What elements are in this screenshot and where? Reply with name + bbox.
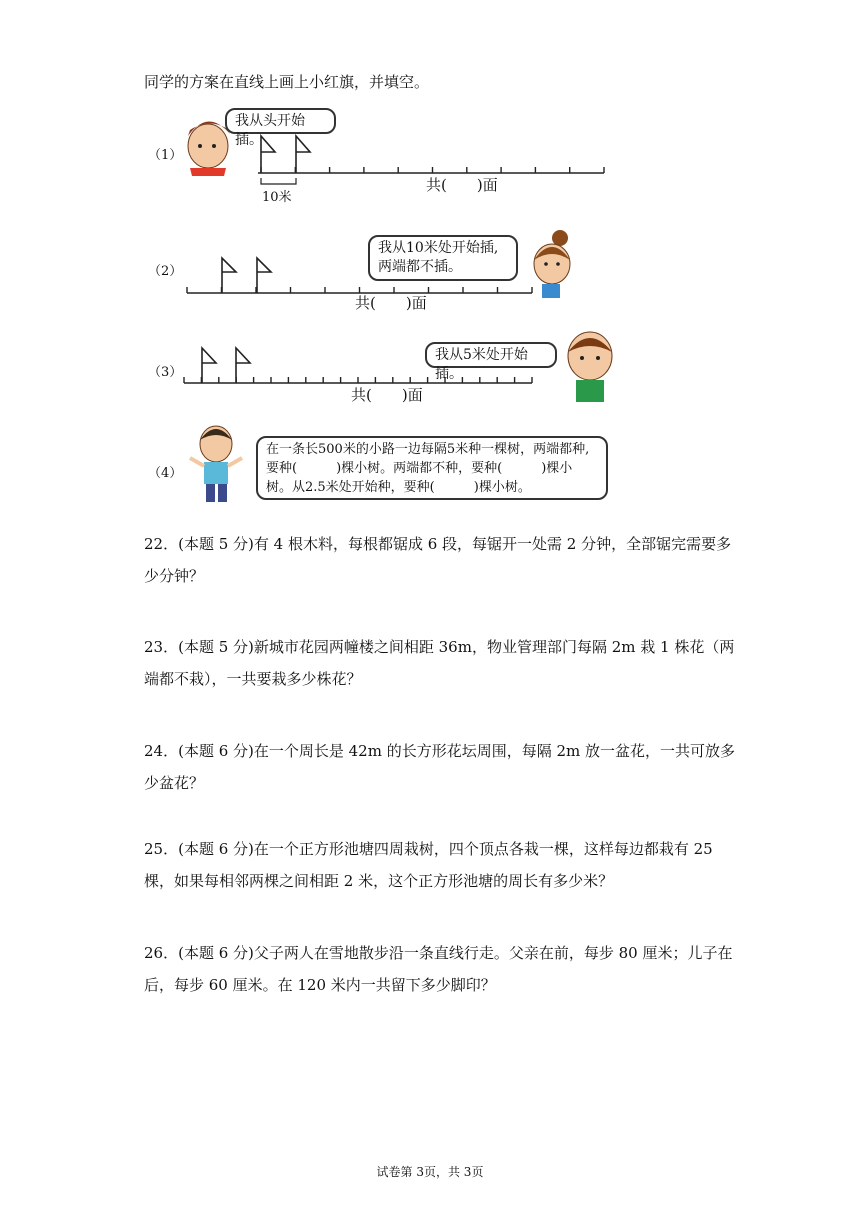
question-22-line2: 少分钟？ (144, 567, 205, 585)
count-blank-2: 共( )面 (355, 294, 427, 312)
question-22-line1: 22．(本题 5 分)有 4 根木料，每根都锯成 6 段，每锯开一处需 2 分钟，全部锯完需要多 (144, 535, 732, 553)
scale-label: 10米 (262, 190, 292, 205)
count-blank-1: 共( )面 (426, 176, 498, 194)
count-blank-3: 共( )面 (351, 386, 423, 404)
part-label-1: （1） (148, 148, 183, 163)
question-26-line2: 后，每步 60 厘米。在 120 米内一共留下多少脚印？ (144, 976, 496, 994)
question-24-line2: 少盆花？ (144, 774, 205, 792)
question-26-line1: 26．(本题 6 分)父子两人在雪地散步沿一条直线行走。父亲在前，每步 80 厘米；儿子在 (144, 944, 733, 962)
question-25 (144, 833, 713, 897)
boy-avatar-3 (568, 332, 612, 402)
speech-bubble-1 (225, 108, 336, 148)
question-23-line2: 端都不栽），一共要栽多少株花？ (144, 670, 362, 688)
question-23 (144, 631, 734, 695)
speech-text-1: 我从头开始插。 (235, 113, 305, 148)
speech-line-4a: 在一条长500米的小路一边每隔5米种一棵树，两端都种, (266, 442, 590, 457)
question-25-line2: 棵，如果每相邻两棵之间相距 2 米，这个正方形池塘的周长有多少米？ (144, 872, 614, 890)
figure-part-4 (0, 422, 860, 512)
question-24 (144, 735, 735, 799)
speech-line-2a: 我从10米处开始插, (378, 240, 499, 256)
boy-avatar-1 (188, 121, 230, 176)
speech-bubble-4 (256, 436, 608, 500)
number-line-3 (0, 326, 860, 416)
boy-avatar-4 (190, 426, 242, 502)
question-23-line1: 23．(本题 5 分)新城市花园两幢楼之间相距 36m，物业管理部门每隔 2m 栽 1 株花（两 (144, 638, 735, 656)
speech-line-4c: 树。从2.5米处开始种，要种( )棵小树。 (266, 480, 531, 495)
figure-part-2 (0, 222, 860, 322)
part-label-4: （4） (148, 466, 183, 481)
speech-line-2b: 两端都不插。 (378, 259, 462, 275)
page-footer: 试卷第 3页，共 3页 (376, 1165, 484, 1179)
part-label-3: （3） (148, 365, 183, 380)
girl-avatar (534, 230, 570, 298)
figure-part-1 (0, 100, 860, 210)
speech-text-3: 我从5米处开始插。 (435, 347, 528, 382)
part-label-2: （2） (148, 264, 183, 279)
speech-bubble-2 (368, 235, 518, 281)
instruction-text: 同学的方案在直线上画上小红旗，并填空。 (144, 73, 430, 91)
speech-line-4b: 要种( )棵小树。两端都不种，要种( )棵小 (266, 461, 573, 476)
question-24-line1: 24．(本题 6 分)在一个周长是 42m 的长方形花坛周围，每隔 2m 放一盆花，一共可放多 (144, 742, 736, 760)
question-26 (144, 937, 733, 1001)
question-25-line1: 25．(本题 6 分)在一个正方形池塘四周栽树，四个顶点各栽一棵，这样每边都栽有 25 (144, 840, 713, 858)
question-22 (144, 528, 731, 592)
speech-bubble-3 (425, 342, 557, 382)
figure-part-3 (0, 326, 860, 416)
